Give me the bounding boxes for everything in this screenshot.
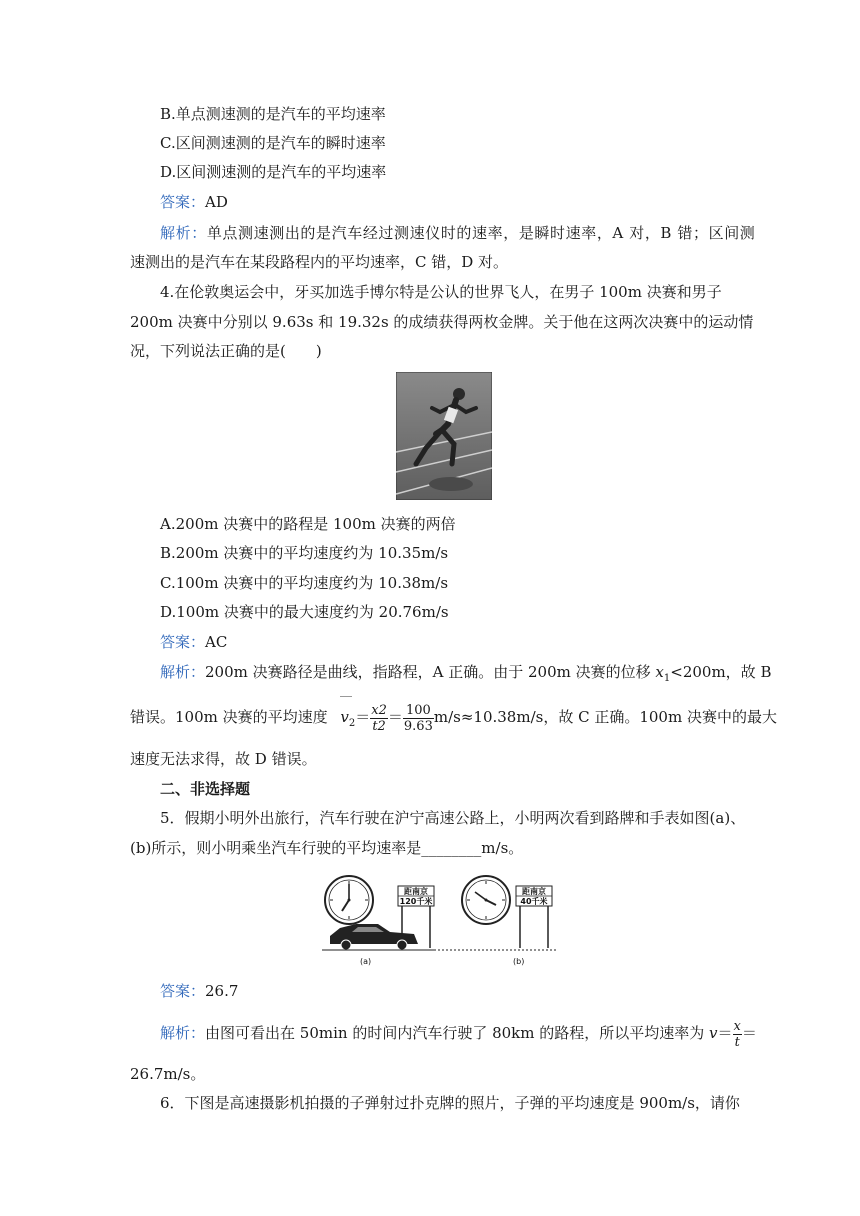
frac-num: 100 — [403, 703, 434, 719]
answer-label: 答案： — [160, 193, 206, 211]
car-icon — [330, 924, 418, 950]
analysis-text-b: m/s≈10.38m/s，故 C 正确。100m 决赛中的最大 — [433, 708, 777, 726]
sign-b-top: 距南京 — [522, 887, 546, 896]
q3-option-d: D.区间测速测的是汽车的平均速率 — [160, 163, 387, 181]
q4-analysis-line3: 速度无法求得，故 D 错误。 — [130, 750, 317, 768]
q4-analysis-line1 — [160, 662, 771, 689]
fraction-x2-t2 — [370, 703, 388, 734]
sprinter-photo — [396, 372, 492, 500]
frac-den: 9.63 — [403, 718, 433, 734]
equals: ＝ — [387, 708, 403, 726]
analysis-label: 解析： — [160, 663, 206, 681]
q4-stem-line2: 200m 决赛中分别以 9.63s 和 19.32s 的成绩获得两枚金牌。关于他在这两次决赛中的运动情 — [130, 313, 754, 331]
q3-option-c: C.区间测速测的是汽车的瞬时速率 — [160, 134, 386, 152]
frac-den: t2 — [372, 718, 386, 734]
var-x1: x — [655, 663, 664, 681]
q4-option-c: C.100m 决赛中的平均速度约为 10.38m/s — [160, 574, 449, 592]
frac-num: x2 — [371, 702, 387, 718]
q5-answer — [160, 981, 238, 1001]
q5-stem-line2: (b)所示，则小明乘坐汽车行驶的平均速率是________m/s。 — [130, 839, 524, 857]
var-x1-sub: 1 — [663, 673, 671, 684]
answer-value: AD — [205, 193, 228, 211]
analysis-text: 200m 决赛路径是曲线，指路程，A 正确。由于 200m 决赛的位移 — [205, 663, 656, 681]
fraction-100-963 — [403, 703, 434, 734]
analysis-text-b: <200m，故 B — [670, 663, 772, 681]
q3-analysis-line2: 速测出的是汽车在某段路程内的平均速率，C 错，D 对。 — [130, 253, 509, 271]
frac-num: x — [733, 1018, 741, 1034]
q3-answer — [160, 192, 228, 212]
q5-analysis-line1 — [160, 1016, 757, 1050]
answer-value: 26.7 — [205, 982, 239, 1000]
analysis-text: 错误。100m 决赛的平均速度 — [130, 708, 328, 726]
var-v2-sub: 2 — [348, 718, 356, 729]
var-v: v — [709, 1024, 718, 1042]
q6-stem-line1: 6．下图是高速摄影机拍摄的子弹射过扑克牌的照片，子弹的平均速度是 900m/s，请你 — [160, 1094, 740, 1112]
q3-option-b: B.单点测速测的是汽车的平均速率 — [160, 105, 386, 123]
q3-analysis-line1 — [160, 223, 755, 243]
overline — [340, 696, 352, 697]
v-bar-symbol — [340, 700, 355, 741]
section-title: 二、非选择题 — [160, 780, 251, 798]
answer-label: 答案： — [160, 633, 206, 651]
q4-option-d: D.100m 决赛中的最大速度约为 20.76m/s — [160, 603, 449, 621]
fraction-x-t — [733, 1019, 742, 1050]
frac-den: t — [734, 1034, 740, 1050]
label-a: (a) — [360, 957, 372, 966]
equals: ＝ — [741, 1024, 757, 1042]
sign-a-top: 距南京 — [404, 887, 428, 896]
answer-value: AC — [205, 633, 228, 651]
q5-stem-line1: 5．假期小明外出旅行，汽车行驶在沪宁高速公路上，小明两次看到路牌和手表如图(a)、 — [160, 809, 746, 827]
q4-stem-line3: 况，下列说法正确的是( ) — [130, 342, 322, 360]
clock-b-icon — [462, 876, 510, 924]
clock-a-icon — [325, 876, 373, 924]
sign-b — [516, 886, 552, 948]
analysis-label: 解析： — [160, 1024, 206, 1042]
q5-analysis-line2: 26.7m/s。 — [130, 1065, 206, 1083]
answer-label: 答案： — [160, 982, 206, 1000]
var-v2: v — [340, 708, 349, 726]
equals: ＝ — [355, 708, 371, 726]
analysis-text: 单点测速测出的是汽车经过测速仪时的速率，是瞬时速率，A 对，B 错；区间测 — [206, 224, 756, 242]
label-b: (b) — [513, 957, 525, 966]
q5-figure — [322, 870, 558, 970]
analysis-text: 由图可看出在 50min 的时间内汽车行驶了 80km 的路程，所以平均速率为 — [205, 1024, 710, 1042]
q4-option-a: A.200m 决赛中的路程是 100m 决赛的两倍 — [160, 515, 456, 533]
equals: ＝ — [717, 1024, 733, 1042]
analysis-label: 解析： — [160, 224, 207, 242]
sign-a-dist: 120千米 — [399, 897, 433, 906]
q4-analysis-line2 — [130, 700, 777, 741]
q4-option-b: B.200m 决赛中的平均速度约为 10.35m/s — [160, 544, 449, 562]
clocks-and-signs-diagram — [322, 870, 558, 970]
q4-answer — [160, 632, 227, 652]
sign-b-dist: 40千米 — [520, 897, 548, 906]
q4-stem-line1: 4.在伦敦奥运会中，牙买加选手博尔特是公认的世界飞人，在男子 100m 决赛和男子 — [160, 283, 722, 301]
sprinter-image — [396, 372, 492, 500]
